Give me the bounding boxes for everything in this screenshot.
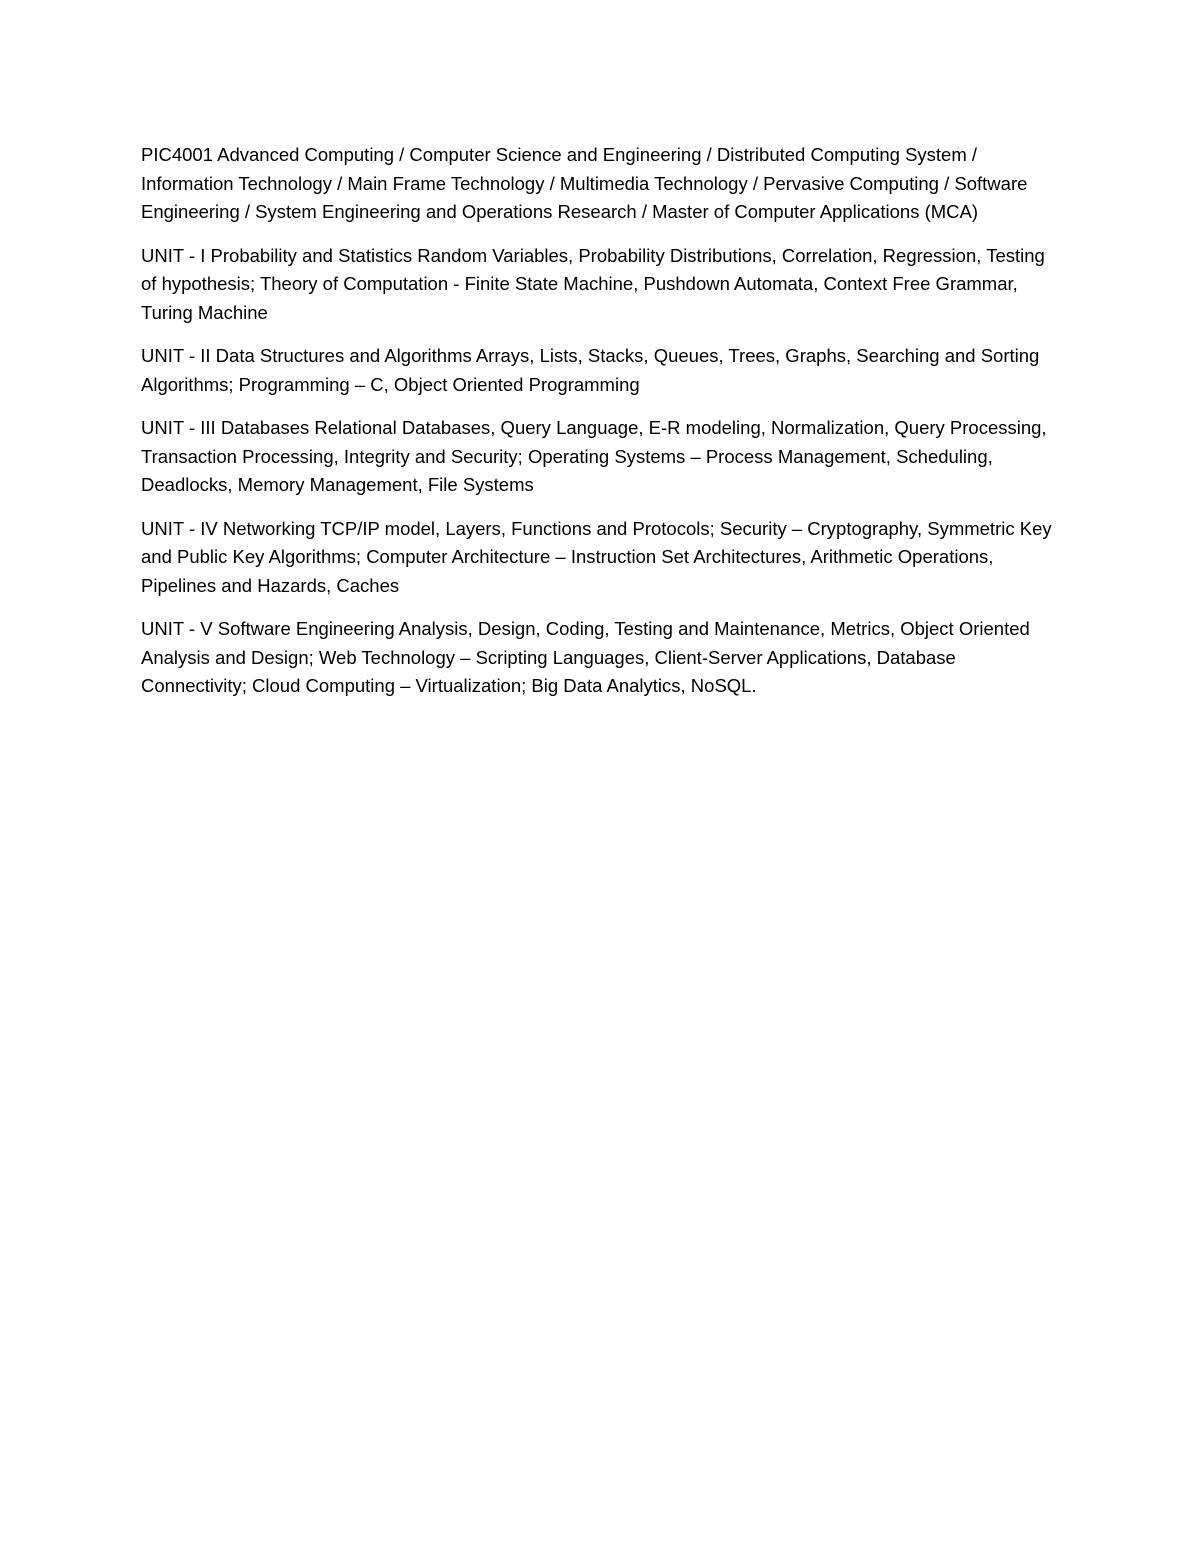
unit-1-paragraph: UNIT - I Probability and Statistics Random Variables, Probability Distributions, Correlation, Regression, Testing of hypothesis; Theory of Computation - Finite State Machine, Pushdown Automata, Context Free Grammar, Turing Machine [141,244,1045,323]
unit-2-paragraph: UNIT - II Data Structures and Algorithms Arrays, Lists, Stacks, Queues, Trees, Graphs, Searching and Sorting Algorithms; Programming – C, Object Oriented Programming [141,345,1040,395]
unit-3-paragraph: UNIT - III Databases Relational Databases, Query Language, E-R modeling, Normalization, Query Processing, Transaction Processing, Integrity and Security; Operating Systems – Process Management, Scheduling, Deadlocks, Memory Management, File Systems [141,417,1047,495]
document-body [141,141,1061,716]
unit-5-paragraph: UNIT - V Software Engineering Analysis, Design, Coding, Testing and Maintenance, Metrics, Object Oriented Analysis and Design; Web Technology – Scripting Languages, Client-Server Applications, Database Connectivity; Cloud Computing – Virtualization; Big Data Analytics, NoSQL. [141,618,1030,696]
unit-4-paragraph: UNIT - IV Networking TCP/IP model, Layers, Functions and Protocols; Security – Cryptography, Symmetric Key and Public Key Algorithms; Computer Architecture – Instruction Set Architectures, Arithmetic Operations, Pipelines and Hazards, Caches [141,517,1052,596]
course-header: PIC4001 Advanced Computing / Computer Science and Engineering / Distributed Computing System / Information Technology / Main Frame Technology / Multimedia Technology / Pervasive Computing / Software Engineering / System Engineering and Operations Research / Master of Computer Applications (MCA) [141,144,1028,222]
